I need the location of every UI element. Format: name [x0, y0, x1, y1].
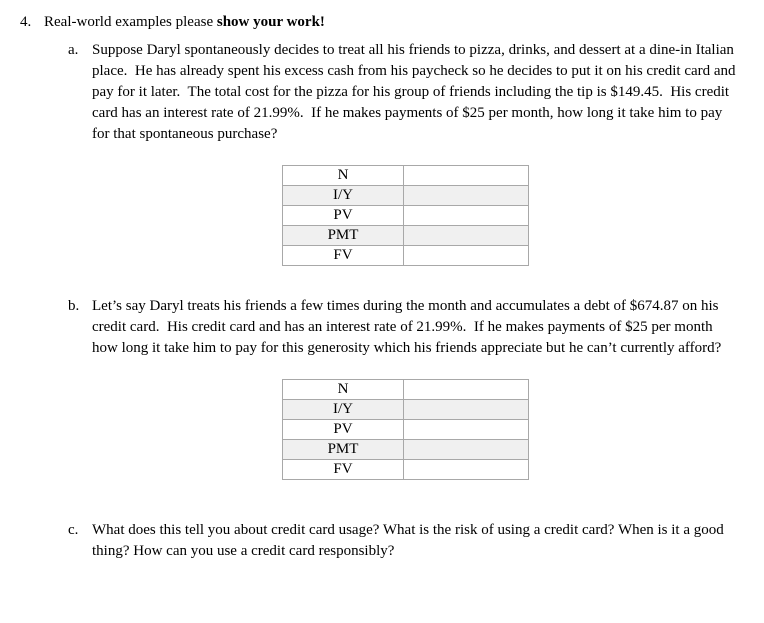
part-b-text: Let’s say Daryl treats his friends a few times during the month and accumulates a debt of $674.87 on his credit card. His credit card and has an interest rate of 21.99%. If he makes payments of $25 per month how long it take him to pay for this generosity which his friends appreciate but he can’t currently afford?	[92, 298, 723, 356]
tvm-table-b	[282, 379, 529, 480]
question-4	[20, 12, 736, 33]
table-row	[283, 206, 529, 226]
row-value-pmt	[404, 440, 529, 460]
part-b	[68, 296, 736, 359]
tvm-table-a-wrap	[68, 165, 736, 266]
row-value-fv	[404, 460, 529, 480]
row-label-pmt: PMT	[283, 440, 404, 460]
part-c-text: What does this tell you about credit card usage? What is the risk of using a credit card? When is it a good thing? How can you use a credit card responsibly?	[92, 522, 728, 559]
row-label-n: N	[283, 166, 404, 186]
table-row	[283, 226, 529, 246]
row-value-iy	[404, 400, 529, 420]
row-value-pv	[404, 206, 529, 226]
part-a	[68, 40, 740, 145]
question-bold-text: show your work!	[216, 14, 325, 30]
table-row	[283, 380, 529, 400]
part-c-label: c.	[68, 522, 79, 538]
row-label-fv: FV	[283, 460, 404, 480]
row-label-fv: FV	[283, 246, 404, 266]
row-value-pv	[404, 420, 529, 440]
question-number: 4.	[20, 14, 32, 30]
table-row	[283, 440, 529, 460]
row-value-pmt	[404, 226, 529, 246]
row-label-n: N	[283, 380, 404, 400]
row-label-iy: I/Y	[283, 400, 404, 420]
question-title	[44, 12, 736, 33]
row-label-pv: PV	[283, 420, 404, 440]
part-a-text: Suppose Daryl spontaneously decides to treat all his friends to pizza, drinks, and dessert at a dine-in Italian place. He has already spent his excess cash from his paycheck so he decides to put it on his credit card and pay for it later. The total cost for the pizza for his group of friends including the tip is $149.45. His credit card has an interest rate of 21.99%. If he makes payments of $25 per month, how long it take him to pay for that spontaneous purchase?	[92, 42, 740, 142]
question-parts	[68, 40, 740, 562]
row-label-pv: PV	[283, 206, 404, 226]
row-label-iy: I/Y	[283, 186, 404, 206]
row-value-n	[404, 166, 529, 186]
part-b-label: b.	[68, 298, 80, 314]
tvm-table-a	[282, 165, 529, 266]
row-value-fv	[404, 246, 529, 266]
table-row	[283, 420, 529, 440]
question-intro-text: Real-world examples please	[44, 14, 217, 30]
table-row	[283, 400, 529, 420]
row-label-pmt: PMT	[283, 226, 404, 246]
table-row	[283, 166, 529, 186]
part-a-label: a.	[68, 42, 79, 58]
row-value-n	[404, 380, 529, 400]
part-c	[68, 520, 736, 562]
table-row	[283, 246, 529, 266]
table-row	[283, 460, 529, 480]
tvm-table-b-wrap	[68, 379, 736, 480]
table-row	[283, 186, 529, 206]
row-value-iy	[404, 186, 529, 206]
